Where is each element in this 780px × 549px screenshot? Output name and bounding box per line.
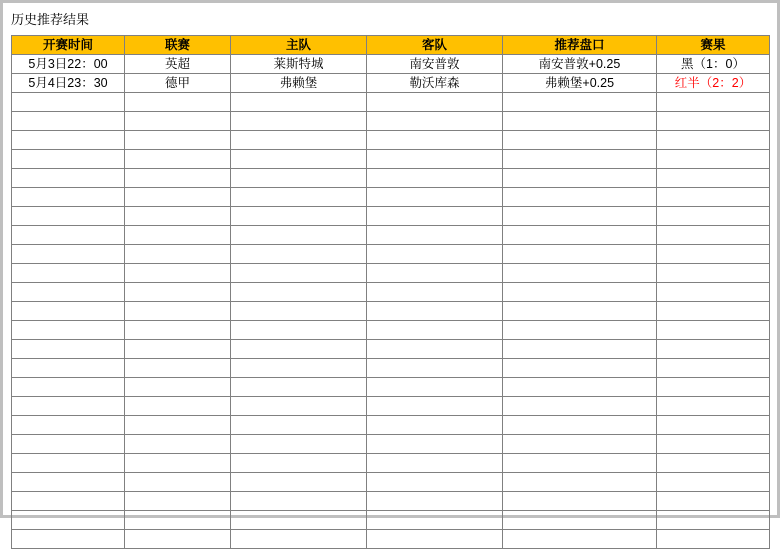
empty-cell[interactable] [657, 340, 770, 359]
empty-cell[interactable] [12, 340, 125, 359]
empty-cell[interactable] [367, 435, 503, 454]
empty-cell[interactable] [231, 302, 367, 321]
empty-cell[interactable] [125, 131, 231, 150]
empty-cell[interactable] [367, 454, 503, 473]
empty-cell[interactable] [125, 150, 231, 169]
empty-cell[interactable] [503, 511, 657, 530]
empty-cell[interactable] [657, 492, 770, 511]
empty-cell[interactable] [657, 264, 770, 283]
empty-cell[interactable] [231, 359, 367, 378]
empty-cell[interactable] [503, 207, 657, 226]
empty-cell[interactable] [367, 112, 503, 131]
empty-cell[interactable] [12, 321, 125, 340]
table-row[interactable] [12, 55, 770, 74]
empty-cell[interactable] [503, 435, 657, 454]
empty-cell[interactable] [657, 473, 770, 492]
empty-cell[interactable] [503, 302, 657, 321]
empty-cell[interactable] [125, 416, 231, 435]
empty-cell[interactable] [503, 169, 657, 188]
empty-cell[interactable] [503, 359, 657, 378]
home-team-cell[interactable]: 莱斯特城 [231, 55, 367, 74]
empty-cell[interactable] [231, 245, 367, 264]
column-header-home-team: 主队 [231, 36, 367, 55]
away-team-cell[interactable]: 勒沃库森 [367, 74, 503, 93]
empty-cell[interactable] [657, 416, 770, 435]
empty-cell[interactable] [231, 150, 367, 169]
handicap-cell[interactable]: 南安普敦+0.25 [503, 55, 657, 74]
empty-cell[interactable] [125, 207, 231, 226]
table-row-empty[interactable] [12, 169, 770, 188]
empty-cell[interactable] [367, 169, 503, 188]
empty-cell[interactable] [503, 93, 657, 112]
column-header-league: 联赛 [125, 36, 231, 55]
table-row-empty[interactable] [12, 188, 770, 207]
column-header-time: 开赛时间 [12, 36, 125, 55]
empty-cell[interactable] [231, 530, 367, 549]
empty-cell[interactable] [125, 321, 231, 340]
empty-cell[interactable] [503, 530, 657, 549]
home-team-cell[interactable]: 弗赖堡 [231, 74, 367, 93]
empty-cell[interactable] [503, 416, 657, 435]
column-header-result: 赛果 [657, 36, 770, 55]
table-row-empty[interactable] [12, 321, 770, 340]
column-header-handicap: 推荐盘口 [503, 36, 657, 55]
empty-cell[interactable] [231, 397, 367, 416]
empty-cell[interactable] [503, 245, 657, 264]
empty-cell[interactable] [125, 169, 231, 188]
empty-cell[interactable] [367, 492, 503, 511]
empty-cell[interactable] [125, 359, 231, 378]
empty-cell[interactable] [231, 226, 367, 245]
table-row-empty[interactable] [12, 473, 770, 492]
empty-cell[interactable] [503, 378, 657, 397]
empty-cell[interactable] [367, 416, 503, 435]
empty-cell[interactable] [657, 150, 770, 169]
empty-cell[interactable] [231, 492, 367, 511]
empty-cell[interactable] [367, 188, 503, 207]
table-row-empty[interactable] [12, 397, 770, 416]
empty-cell[interactable] [657, 93, 770, 112]
empty-cell[interactable] [12, 150, 125, 169]
empty-cell[interactable] [231, 378, 367, 397]
league-cell[interactable]: 德甲 [125, 74, 231, 93]
empty-cell[interactable] [125, 340, 231, 359]
empty-cell[interactable] [367, 530, 503, 549]
match-time-cell[interactable]: 5月4日23：30 [12, 74, 125, 93]
empty-cell[interactable] [503, 131, 657, 150]
empty-cell[interactable] [503, 264, 657, 283]
empty-cell[interactable] [231, 93, 367, 112]
empty-cell[interactable] [12, 264, 125, 283]
page-title: 历史推荐结果 [11, 12, 90, 27]
empty-cell[interactable] [657, 245, 770, 264]
table-row-empty[interactable] [12, 226, 770, 245]
empty-cell[interactable] [657, 359, 770, 378]
empty-cell[interactable] [12, 188, 125, 207]
empty-cell[interactable] [231, 473, 367, 492]
empty-cell[interactable] [657, 188, 770, 207]
empty-cell[interactable] [231, 207, 367, 226]
table-row-empty[interactable] [12, 112, 770, 131]
empty-cell[interactable] [125, 245, 231, 264]
table-body [12, 55, 770, 549]
empty-cell[interactable] [231, 340, 367, 359]
empty-cell[interactable] [231, 131, 367, 150]
table-row-empty[interactable] [12, 454, 770, 473]
empty-cell[interactable] [231, 321, 367, 340]
empty-cell[interactable] [367, 321, 503, 340]
empty-cell[interactable] [231, 435, 367, 454]
empty-cell[interactable] [12, 530, 125, 549]
empty-cell[interactable] [503, 492, 657, 511]
empty-cell[interactable] [12, 473, 125, 492]
table-header-row [12, 36, 770, 55]
table-row-empty[interactable] [12, 378, 770, 397]
empty-cell[interactable] [367, 207, 503, 226]
empty-cell[interactable] [657, 112, 770, 131]
empty-cell[interactable] [657, 321, 770, 340]
table-row-empty[interactable] [12, 283, 770, 302]
empty-cell[interactable] [503, 473, 657, 492]
empty-cell[interactable] [12, 131, 125, 150]
table-row-empty[interactable] [12, 150, 770, 169]
table-row-empty[interactable] [12, 245, 770, 264]
empty-cell[interactable] [12, 93, 125, 112]
empty-cell[interactable] [125, 112, 231, 131]
empty-cell[interactable] [125, 473, 231, 492]
empty-cell[interactable] [657, 511, 770, 530]
column-header-away-team: 客队 [367, 36, 503, 55]
empty-cell[interactable] [367, 245, 503, 264]
empty-cell[interactable] [125, 188, 231, 207]
empty-cell[interactable] [12, 169, 125, 188]
table-row-empty[interactable] [12, 435, 770, 454]
empty-cell[interactable] [503, 226, 657, 245]
empty-cell[interactable] [231, 169, 367, 188]
result-cell[interactable]: 黑（1：0） [657, 55, 770, 74]
empty-cell[interactable] [125, 511, 231, 530]
empty-cell[interactable] [231, 283, 367, 302]
empty-cell[interactable] [503, 188, 657, 207]
empty-cell[interactable] [367, 511, 503, 530]
table-row-empty[interactable] [12, 207, 770, 226]
empty-cell[interactable] [12, 416, 125, 435]
table-row-empty[interactable] [12, 416, 770, 435]
empty-cell[interactable] [367, 473, 503, 492]
empty-cell[interactable] [503, 397, 657, 416]
empty-cell[interactable] [12, 245, 125, 264]
empty-cell[interactable] [503, 454, 657, 473]
empty-cell[interactable] [12, 112, 125, 131]
empty-cell[interactable] [503, 321, 657, 340]
empty-cell[interactable] [657, 302, 770, 321]
empty-cell[interactable] [12, 359, 125, 378]
table-row[interactable] [12, 74, 770, 93]
empty-cell[interactable] [125, 264, 231, 283]
empty-cell[interactable] [12, 283, 125, 302]
empty-cell[interactable] [657, 454, 770, 473]
empty-cell[interactable] [12, 302, 125, 321]
empty-cell[interactable] [12, 492, 125, 511]
empty-cell[interactable] [12, 378, 125, 397]
table-row-empty[interactable] [12, 511, 770, 530]
empty-cell[interactable] [231, 511, 367, 530]
empty-cell[interactable] [657, 378, 770, 397]
table-row-empty[interactable] [12, 359, 770, 378]
empty-cell[interactable] [367, 131, 503, 150]
empty-cell[interactable] [125, 226, 231, 245]
league-cell[interactable]: 英超 [125, 55, 231, 74]
empty-cell[interactable] [125, 397, 231, 416]
empty-cell[interactable] [657, 530, 770, 549]
results-table [11, 35, 770, 549]
empty-cell[interactable] [657, 435, 770, 454]
empty-cell[interactable] [125, 283, 231, 302]
empty-cell[interactable] [503, 283, 657, 302]
table-row-empty[interactable] [12, 492, 770, 511]
empty-cell[interactable] [125, 378, 231, 397]
empty-cell[interactable] [657, 207, 770, 226]
empty-cell[interactable] [12, 454, 125, 473]
empty-cell[interactable] [657, 226, 770, 245]
empty-cell[interactable] [657, 283, 770, 302]
table-row-empty[interactable] [12, 530, 770, 549]
empty-cell[interactable] [367, 264, 503, 283]
table-row-empty[interactable] [12, 302, 770, 321]
empty-cell[interactable] [231, 188, 367, 207]
empty-cell[interactable] [367, 340, 503, 359]
empty-cell[interactable] [125, 93, 231, 112]
empty-cell[interactable] [503, 112, 657, 131]
empty-cell[interactable] [367, 226, 503, 245]
empty-cell[interactable] [12, 226, 125, 245]
empty-cell[interactable] [503, 150, 657, 169]
empty-cell[interactable] [12, 511, 125, 530]
table-row-empty[interactable] [12, 264, 770, 283]
handicap-cell[interactable]: 弗赖堡+0.25 [503, 74, 657, 93]
empty-cell[interactable] [367, 378, 503, 397]
empty-cell[interactable] [367, 283, 503, 302]
empty-cell[interactable] [12, 397, 125, 416]
empty-cell[interactable] [12, 435, 125, 454]
empty-cell[interactable] [231, 454, 367, 473]
table-row-empty[interactable] [12, 131, 770, 150]
empty-cell[interactable] [367, 359, 503, 378]
results-table-container [11, 35, 769, 549]
empty-cell[interactable] [657, 397, 770, 416]
empty-cell[interactable] [367, 397, 503, 416]
table-header [12, 36, 770, 55]
empty-cell[interactable] [125, 435, 231, 454]
table-row-empty[interactable] [12, 93, 770, 112]
empty-cell[interactable] [367, 150, 503, 169]
empty-cell[interactable] [125, 492, 231, 511]
empty-cell[interactable] [125, 454, 231, 473]
empty-cell[interactable] [231, 416, 367, 435]
empty-cell[interactable] [231, 264, 367, 283]
empty-cell[interactable] [12, 207, 125, 226]
empty-cell[interactable] [367, 302, 503, 321]
empty-cell[interactable] [503, 340, 657, 359]
empty-cell[interactable] [367, 93, 503, 112]
empty-cell[interactable] [657, 169, 770, 188]
empty-cell[interactable] [657, 131, 770, 150]
table-row-empty[interactable] [12, 340, 770, 359]
empty-cell[interactable] [125, 302, 231, 321]
empty-cell[interactable] [125, 530, 231, 549]
away-team-cell[interactable]: 南安普敦 [367, 55, 503, 74]
empty-cell[interactable] [231, 112, 367, 131]
result-cell[interactable]: 红半（2：2） [657, 74, 770, 93]
match-time-cell[interactable]: 5月3日22：00 [12, 55, 125, 74]
